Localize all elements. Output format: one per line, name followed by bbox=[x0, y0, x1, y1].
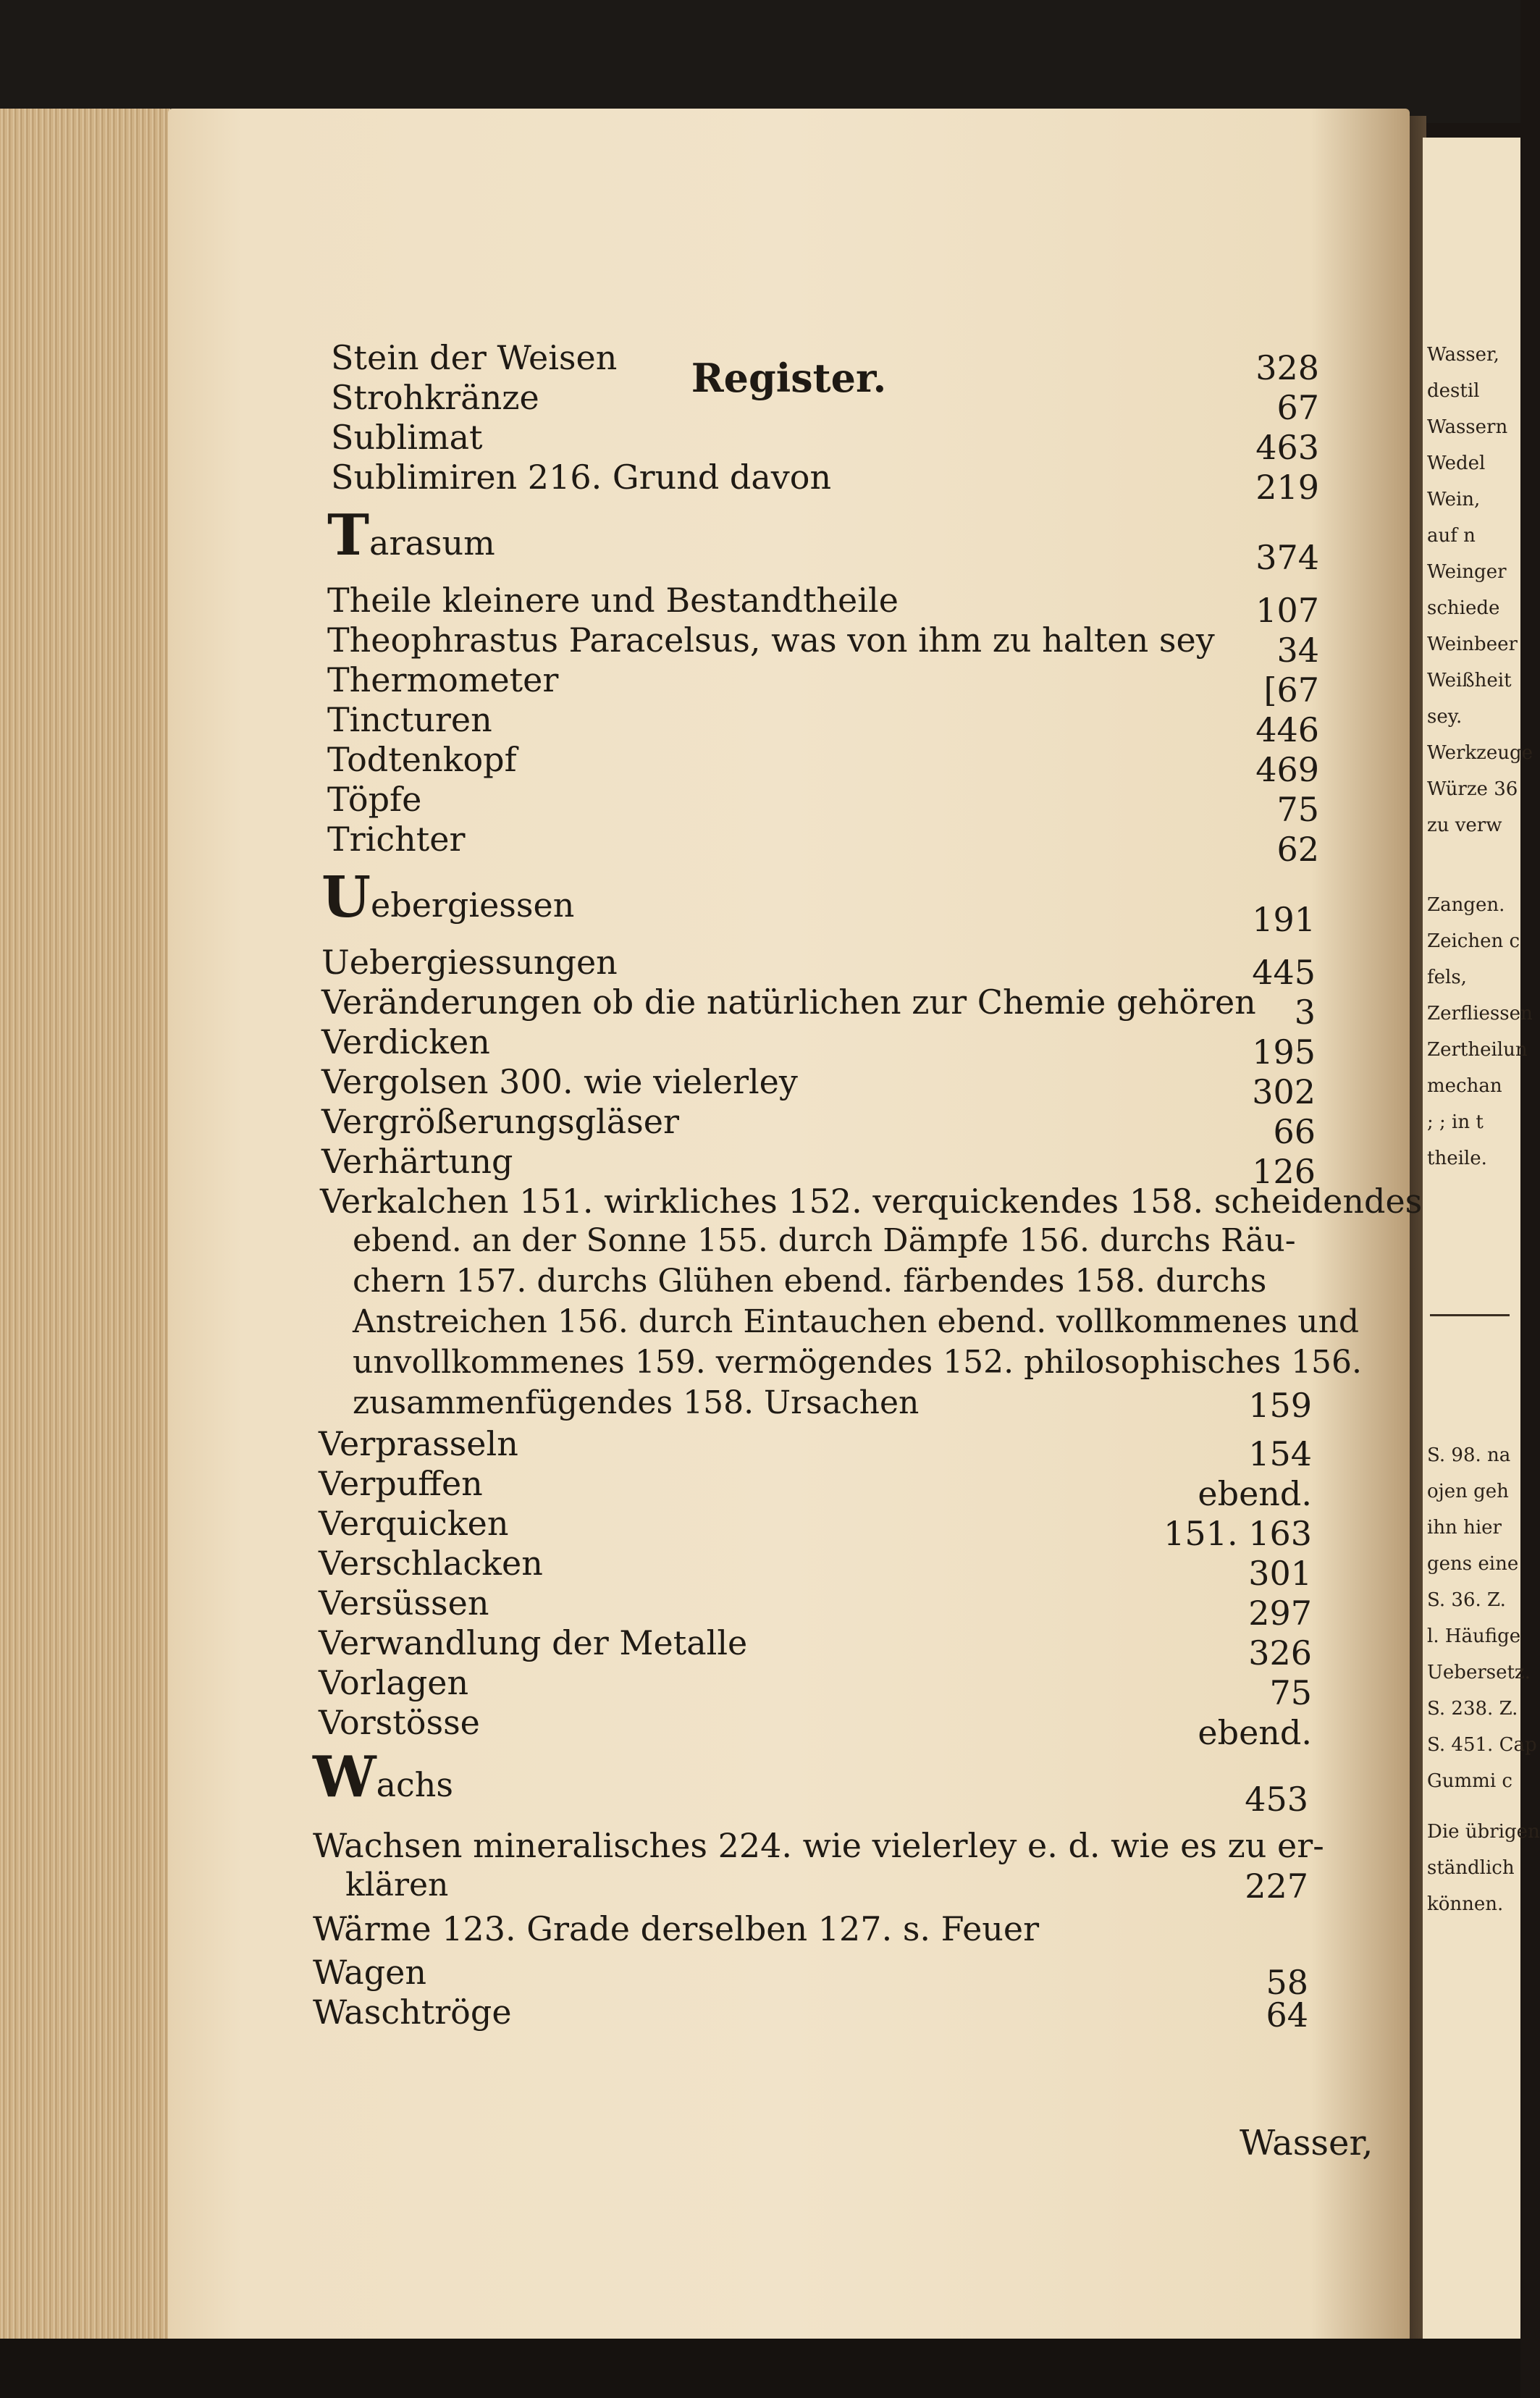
index-entry bbox=[168, 1101, 1410, 1151]
right-rule bbox=[1430, 1314, 1510, 1316]
right-line: S. 98. na bbox=[1427, 1444, 1511, 1466]
entry-page: 374 bbox=[1255, 538, 1319, 577]
background-top bbox=[0, 0, 1520, 123]
background-bottom bbox=[0, 2339, 1520, 2398]
index-entry bbox=[168, 1542, 1410, 1593]
section-initial: W bbox=[313, 1744, 376, 1810]
right-line: ständlich bbox=[1427, 1857, 1515, 1879]
entry-term: Sublimat bbox=[331, 418, 483, 457]
right-line: Werkzeuge bbox=[1427, 742, 1533, 764]
entry-page: 453 bbox=[1245, 1780, 1308, 1819]
index-entry bbox=[168, 502, 1410, 577]
entry-term: Vorlagen bbox=[319, 1663, 469, 1702]
right-line: ; ; in t bbox=[1427, 1111, 1484, 1133]
entry-continuation: klären bbox=[345, 1867, 449, 1903]
right-line: S. 36. Z. bbox=[1427, 1589, 1506, 1611]
right-line: Zertheilun bbox=[1427, 1039, 1528, 1061]
right-line: S. 451. Cap bbox=[1427, 1734, 1537, 1756]
entry-term: Thermometer bbox=[327, 660, 559, 699]
entry-page: 58 bbox=[1266, 1963, 1308, 2002]
entry-term: Verwandlung der Metalle bbox=[319, 1623, 748, 1662]
right-line: Weinger bbox=[1427, 561, 1507, 583]
index-entry bbox=[168, 1582, 1410, 1633]
entry-term: Uebergiessungen bbox=[321, 943, 618, 982]
entry-page: 67 bbox=[1276, 388, 1319, 427]
entry-term: Sublimiren 216. Grund davon bbox=[331, 458, 832, 497]
entry-term: Verquicken bbox=[319, 1504, 509, 1543]
entry-page: 297 bbox=[1248, 1594, 1312, 1633]
right-line: Uebersetz. bbox=[1427, 1662, 1531, 1683]
right-line: Zangen. bbox=[1427, 894, 1505, 916]
entry-term bbox=[313, 1744, 454, 1810]
right-page-fragment bbox=[1423, 138, 1540, 2339]
section-initial: T bbox=[327, 502, 370, 568]
index-entry bbox=[168, 1423, 1410, 1473]
entry-page: 62 bbox=[1276, 830, 1319, 869]
entry-term: Theile kleinere und Bestandtheile bbox=[327, 581, 899, 620]
index-entry bbox=[168, 1061, 1410, 1111]
entry-page: 195 bbox=[1252, 1032, 1316, 1072]
entry-term: Verschlacken bbox=[319, 1544, 543, 1583]
right-line: Weißheit bbox=[1427, 670, 1512, 691]
index-entry bbox=[168, 1021, 1410, 1072]
entry-page: 3 bbox=[1294, 993, 1316, 1032]
right-line: fels, bbox=[1427, 967, 1467, 988]
index-entry bbox=[168, 376, 1410, 427]
right-line: können. bbox=[1427, 1893, 1504, 1915]
entry-term: Wärme 123. Grade derselben 127. s. Feuer bbox=[313, 1909, 1040, 1948]
entry-page: 191 bbox=[1252, 900, 1316, 939]
right-line: l. Häufige bbox=[1427, 1625, 1521, 1647]
entry-continuation: ebend. an der Sonne 155. durch Dämpfe 156. durchs Räu- bbox=[353, 1222, 1296, 1259]
right-line: Die übrigen bbox=[1427, 1821, 1540, 1843]
index-entry bbox=[168, 337, 1410, 387]
index-entry bbox=[168, 1951, 1410, 2002]
register-page bbox=[168, 109, 1423, 2342]
book-fore-edge bbox=[0, 109, 170, 2368]
entry-continuation: unvollkommenes 159. vermögendes 152. philosophisches 156. bbox=[353, 1344, 1363, 1381]
entry-page: 445 bbox=[1252, 953, 1316, 992]
index-entry bbox=[168, 699, 1410, 749]
right-line: ojen geh bbox=[1427, 1481, 1509, 1502]
entry-term: Theophrastus Paracelsus, was von ihm zu halten sey bbox=[327, 620, 1215, 660]
entry-page: 301 bbox=[1248, 1554, 1312, 1593]
entry-term: Veränderungen ob die natürlichen zur Chemie gehören bbox=[321, 983, 1256, 1022]
entry-page: 154 bbox=[1248, 1434, 1312, 1473]
entry-continuation: zusammenfügendes 158. Ursachen bbox=[353, 1384, 920, 1421]
index-entry bbox=[168, 778, 1410, 829]
entry-page: 64 bbox=[1266, 1995, 1308, 2035]
index-entry bbox=[168, 416, 1410, 467]
index-entry bbox=[168, 1908, 1410, 1951]
index-entry bbox=[168, 1622, 1410, 1673]
right-line: S. 238. Z. bbox=[1427, 1698, 1518, 1720]
index-entry bbox=[168, 981, 1410, 1032]
right-line: Zeichen c bbox=[1427, 930, 1520, 952]
entry-term: Stein der Weisen bbox=[331, 338, 618, 377]
right-line: Wein, bbox=[1427, 489, 1481, 510]
entry-term bbox=[321, 864, 575, 930]
entry-page: 159 bbox=[1248, 1386, 1312, 1425]
entry-page: 107 bbox=[1255, 591, 1319, 630]
entry-term: Tincturen bbox=[327, 700, 492, 739]
right-line: Wassern bbox=[1427, 416, 1508, 438]
index-entry bbox=[168, 619, 1410, 670]
term-rest: arasum bbox=[369, 523, 495, 563]
entry-term: Wagen bbox=[313, 1953, 427, 1992]
entry-term: Waschtröge bbox=[313, 1993, 512, 2032]
entry-term: Verprasseln bbox=[319, 1424, 518, 1463]
entry-page: ebend. bbox=[1198, 1474, 1312, 1513]
entry-page: [67 bbox=[1263, 670, 1319, 710]
index-entry bbox=[168, 864, 1410, 939]
entry-term: Trichter bbox=[327, 820, 466, 859]
right-line: destil bbox=[1427, 380, 1480, 402]
index-entry bbox=[168, 941, 1410, 992]
term-rest: achs bbox=[376, 1765, 454, 1804]
entry-page: 66 bbox=[1273, 1112, 1316, 1151]
right-line: zu verw bbox=[1427, 815, 1502, 836]
index-entry bbox=[168, 1662, 1410, 1712]
index-entry bbox=[168, 659, 1410, 710]
entry-term: Verdicken bbox=[321, 1022, 490, 1061]
entry-page: 446 bbox=[1255, 710, 1319, 749]
entry-page: 219 bbox=[1255, 468, 1319, 507]
index-entry bbox=[168, 456, 1410, 507]
entry-page: 227 bbox=[1245, 1867, 1308, 1906]
index-entry bbox=[168, 1140, 1410, 1191]
index-entry bbox=[168, 818, 1410, 869]
term-rest: ebergiessen bbox=[371, 885, 575, 925]
entry-term: Vergolsen 300. wie vielerley bbox=[321, 1062, 798, 1101]
right-line: Weinbeer bbox=[1427, 634, 1518, 655]
entry-page: 326 bbox=[1248, 1633, 1312, 1673]
index-entry bbox=[168, 1991, 1410, 2035]
section-initial: U bbox=[321, 864, 371, 930]
entry-page: 126 bbox=[1252, 1152, 1316, 1191]
right-line: Würze 36 bbox=[1427, 778, 1518, 800]
right-line: Wasser, bbox=[1427, 344, 1499, 366]
entry-term: Verpuffen bbox=[319, 1464, 483, 1503]
index-entry bbox=[168, 739, 1410, 789]
right-line: gens eine bbox=[1427, 1553, 1519, 1575]
entry-term: Strohkränze bbox=[331, 378, 539, 417]
entry-page: 75 bbox=[1276, 790, 1319, 829]
index-entry bbox=[168, 579, 1410, 630]
right-line: Gummi c bbox=[1427, 1770, 1512, 1792]
page-header: Register. bbox=[691, 355, 887, 401]
catchword: Wasser, bbox=[1240, 2123, 1373, 2163]
right-line: Wedel bbox=[1427, 453, 1486, 474]
entry-page: 469 bbox=[1255, 750, 1319, 789]
entry-page: 151. 163 bbox=[1164, 1514, 1312, 1553]
entry-term: Vergrößerungsgläser bbox=[321, 1102, 679, 1141]
right-line: theile. bbox=[1427, 1148, 1487, 1169]
entry-page: 302 bbox=[1252, 1072, 1316, 1111]
entry-page: 34 bbox=[1276, 631, 1319, 670]
index-entry bbox=[168, 1502, 1410, 1553]
index-entry bbox=[168, 1744, 1410, 1819]
right-line: sey. bbox=[1427, 706, 1463, 728]
entry-page: 328 bbox=[1255, 348, 1319, 387]
index-entry bbox=[168, 1463, 1410, 1513]
entry-term: Töpfe bbox=[327, 780, 422, 819]
entry-term: Versüssen bbox=[319, 1583, 489, 1623]
entry-term: Wachsen mineralisches 224. wie vielerley e. d. wie es zu er- bbox=[313, 1826, 1324, 1865]
entry-page: ebend. bbox=[1198, 1713, 1312, 1752]
index-entry bbox=[168, 1825, 1410, 1908]
entry-continuation: Anstreichen 156. durch Eintauchen ebend. vollkommenes und bbox=[353, 1303, 1360, 1340]
entry-continuation: chern 157. durchs Glühen ebend. färbendes 158. durchs bbox=[353, 1263, 1267, 1300]
entry-page: 75 bbox=[1269, 1673, 1312, 1712]
index-entry bbox=[168, 1701, 1410, 1752]
entry-term: Verhärtung bbox=[321, 1142, 513, 1181]
entry-page: 463 bbox=[1255, 428, 1319, 467]
right-line: auf n bbox=[1427, 525, 1476, 547]
right-line: schiede bbox=[1427, 597, 1500, 619]
right-line: Zerfliessen bbox=[1427, 1003, 1533, 1025]
entry-term bbox=[327, 502, 495, 568]
entry-term: Verkalchen 151. wirkliches 152. verquickendes 158. scheidendes bbox=[320, 1182, 1423, 1221]
entry-term: Vorstösse bbox=[319, 1703, 480, 1742]
entry-term: Todtenkopf bbox=[327, 740, 517, 779]
right-line: ihn hier bbox=[1427, 1517, 1502, 1539]
index-entry bbox=[168, 1180, 1423, 1426]
right-line: mechan bbox=[1427, 1075, 1502, 1097]
